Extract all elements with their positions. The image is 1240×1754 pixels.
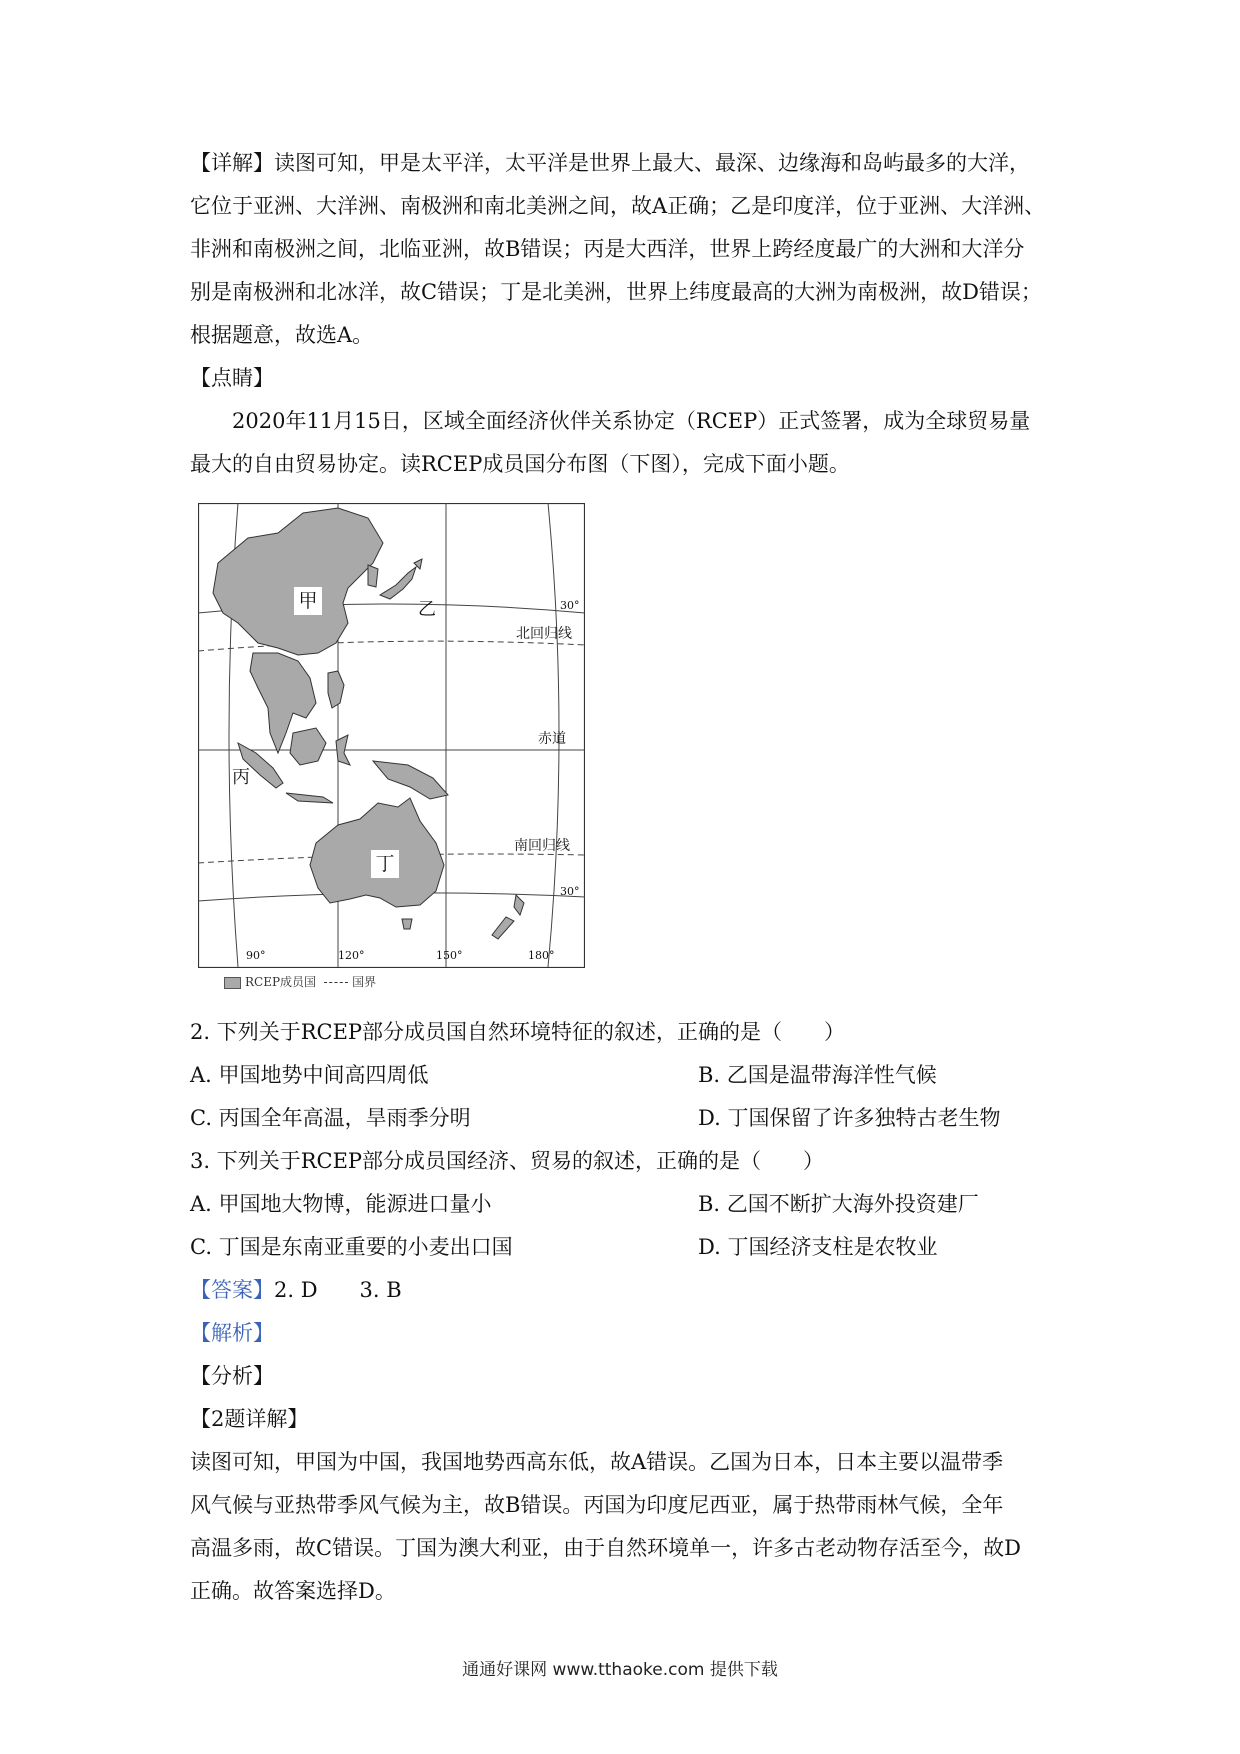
q3-option-d: D. 丁国经济支柱是农牧业 <box>698 1235 938 1259</box>
detail-line: 【详解】读图可知，甲是太平洋，太平洋是世界上最大、最深、边缘海和岛屿最多的大洋， <box>190 151 1030 175</box>
q2-detail-line: 正确。故答案选择D。 <box>190 1579 396 1603</box>
map-legend <box>224 973 376 990</box>
map-label-ding: 丁 <box>371 850 399 878</box>
map-label-lat-30n: 30° <box>560 599 580 612</box>
map-label-lon-120: 120° <box>338 949 365 962</box>
answer-label: 【答案】 <box>190 1278 274 1302</box>
detail-line: 非洲和南极洲之间，北临亚洲，故B错误；丙是大西洋，世界上跨经度最广的大洲和大洋分 <box>190 237 1025 261</box>
legend-border-label: 国界 <box>352 975 377 989</box>
q2-detail-line: 高温多雨，故C错误。丁国为澳大利亚，由于自然环境单一，许多古老动物存活至今，故D <box>190 1536 1021 1560</box>
rcep-map <box>198 503 585 968</box>
q2-detail-line: 读图可知，甲国为中国，我国地势西高东低，故A错误。乙国为日本，日本主要以温带季 <box>190 1450 1004 1474</box>
fenxi-heading: 【分析】 <box>190 1364 274 1388</box>
q2-detail-line: 风气候与亚热带季风气候为主，故B错误。丙国为印度尼西亚，属于热带雨林气候，全年 <box>190 1493 1004 1517</box>
intro-line: 2020年11月15日，区域全面经济伙伴关系协定（RCEP）正式签署，成为全球贸易量 <box>232 409 1031 433</box>
q2-option-b: B. 乙国是温带海洋性气候 <box>698 1063 937 1087</box>
map-label-jia: 甲 <box>294 587 322 615</box>
map-label-yi: 乙 <box>418 599 436 620</box>
q2-option-c: C. 丙国全年高温，旱雨季分明 <box>190 1106 471 1130</box>
map-label-tropic-capricorn: 南回归线 <box>514 838 570 854</box>
detail-line: 别是南极洲和北冰洋，故C错误；丁是北美洲，世界上纬度最高的大洲为南极洲，故D错误； <box>190 280 1042 304</box>
map-label-lon-150: 150° <box>436 949 463 962</box>
country-tasmania <box>402 919 412 929</box>
legend-border-mark <box>324 982 348 983</box>
page-footer: 通通好课网 www.tthaoke.com 提供下载 <box>462 1660 778 1680</box>
q2-detail-paragraph <box>190 1441 1060 1613</box>
q2-option-d: D. 丁国保留了许多独特古老生物 <box>698 1106 1001 1130</box>
dianjing-heading: 【点睛】 <box>190 366 274 390</box>
jiexi-heading: 【解析】 <box>190 1321 274 1345</box>
map-label-equator: 赤道 <box>538 731 566 747</box>
q2-stem: 2. 下列关于RCEP部分成员国自然环境特征的叙述，正确的是（ ） <box>190 1020 846 1044</box>
map-label-tropic-cancer: 北回归线 <box>516 626 572 642</box>
q3-stem: 3. 下列关于RCEP部分成员国经济、贸易的叙述，正确的是（ ） <box>190 1149 825 1173</box>
country-korea <box>368 565 378 587</box>
intro-paragraph <box>190 400 1060 486</box>
detail-line: 它位于亚洲、大洋洲、南极洲和南北美洲之间，故A正确；乙是印度洋，位于亚洲、大洋洲、 <box>190 194 1046 218</box>
map-label-bing: 丙 <box>232 767 250 788</box>
map-label-lat-30s: 30° <box>560 885 580 898</box>
answer-text: 2. D 3. B <box>274 1278 402 1302</box>
map-label-lon-90: 90° <box>246 949 266 962</box>
map-label-lon-180: 180° <box>528 949 555 962</box>
legend-member-label: RCEP成员国 <box>245 975 317 989</box>
q2-detail-heading: 【2题详解】 <box>190 1407 309 1431</box>
detail-paragraph <box>190 142 1060 357</box>
answer-row <box>190 1269 402 1312</box>
q2-option-a: A. 甲国地势中间高四周低 <box>190 1063 429 1087</box>
q3-option-c: C. 丁国是东南亚重要的小麦出口国 <box>190 1235 513 1259</box>
legend-member-swatch <box>224 977 241 989</box>
intro-line: 最大的自由贸易协定。读RCEP成员国分布图（下图），完成下面小题。 <box>190 452 850 476</box>
q3-option-b: B. 乙国不断扩大海外投资建厂 <box>698 1192 979 1216</box>
q3-option-a: A. 甲国地大物博，能源进口量小 <box>190 1192 492 1216</box>
detail-line: 根据题意，故选A。 <box>190 323 374 347</box>
